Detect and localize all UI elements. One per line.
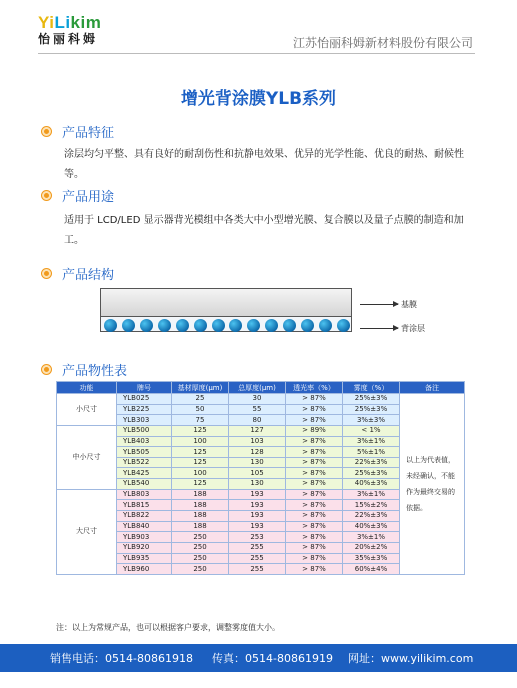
column-header: 牌号 (117, 382, 172, 394)
table-cell: 20%±2% (343, 542, 400, 553)
logo-chinese-name: 怡丽科姆 (38, 32, 99, 46)
table-cell: > 89% (286, 425, 343, 436)
table-cell: 250 (172, 542, 229, 553)
coating-label: 背涂层 (401, 324, 425, 333)
grade-cell: YLB425 (117, 468, 172, 479)
bead (229, 319, 242, 332)
table-cell: 255 (229, 564, 286, 575)
table-cell: 60%±4% (343, 564, 400, 575)
column-header: 备注 (400, 382, 465, 394)
table-cell: 125 (172, 479, 229, 490)
table-cell: 100 (172, 436, 229, 447)
table-cell: 188 (172, 489, 229, 500)
table-cell: 188 (172, 521, 229, 532)
table-cell: 3%±3% (343, 415, 400, 426)
grade-cell: YLB225 (117, 404, 172, 415)
bead (319, 319, 332, 332)
table-cell: 193 (229, 489, 286, 500)
table-cell: > 87% (286, 489, 343, 500)
table-cell: 250 (172, 532, 229, 543)
table-cell: 80 (229, 415, 286, 426)
page-title: 增光背涂膜YLB系列 (180, 89, 337, 109)
column-header: 基材厚度(μm) (172, 382, 229, 394)
table-cell: > 87% (286, 447, 343, 458)
bullet-icon (42, 269, 51, 278)
coating-beads (104, 319, 350, 332)
section-usage-label: 产品用途 (62, 190, 115, 205)
remark-cell: 以上为代表值，未经确认，不能作为最终交易的依据。 (400, 394, 465, 575)
table-cell: 55 (229, 404, 286, 415)
company-name: 江苏怡丽科姆新材料股份有限公司 (292, 36, 473, 50)
table-cell: > 87% (286, 468, 343, 479)
grade-cell: YLB822 (117, 511, 172, 522)
fax-number: 传真：0514-80861919 (212, 652, 333, 665)
table-cell: 5%±1% (343, 447, 400, 458)
table-cell: 40%±3% (343, 521, 400, 532)
column-header: 功能 (57, 382, 117, 394)
table-cell: 35%±3% (343, 553, 400, 564)
grade-cell: YLB960 (117, 564, 172, 575)
table-cell: 193 (229, 521, 286, 532)
bead (176, 319, 189, 332)
section-features-label: 产品特征 (62, 126, 115, 141)
bead (337, 319, 350, 332)
table-cell: < 1% (343, 425, 400, 436)
usage-text: 适用于 LCD/LED 显示器背光模组中各类大中小型增光膜、复合膜以及量子点膜的制造和加工。 (64, 215, 464, 246)
table-cell: 3%±1% (343, 436, 400, 447)
table-cell: 127 (229, 425, 286, 436)
section-properties-label: 产品物性表 (62, 364, 128, 379)
grade-cell: YLB303 (117, 415, 172, 426)
bead (247, 319, 260, 332)
bead (283, 319, 296, 332)
section-usage-title (42, 186, 114, 205)
table-cell: > 87% (286, 457, 343, 468)
table-cell: > 87% (286, 542, 343, 553)
contact-footer (0, 644, 517, 672)
table-cell: 130 (229, 479, 286, 490)
table-cell: 193 (229, 511, 286, 522)
grade-cell: YLB935 (117, 553, 172, 564)
bead (194, 319, 207, 332)
website-link[interactable]: 网址：www.yilikim.com (348, 652, 474, 665)
header-divider (38, 53, 475, 54)
table-cell: 255 (229, 542, 286, 553)
grade-cell: YLB840 (117, 521, 172, 532)
bullet-icon (42, 191, 51, 200)
group-label: 中小尺寸 (57, 425, 117, 489)
structure-diagram (100, 288, 352, 338)
table-cell: 25%±3% (343, 404, 400, 415)
grade-cell: YLB505 (117, 447, 172, 458)
table-row (57, 394, 465, 405)
column-header: 透光率（%） (286, 382, 343, 394)
base-film-layer (100, 288, 352, 317)
base-film-arrow (360, 304, 398, 305)
table-cell: 130 (229, 457, 286, 468)
table-cell: > 87% (286, 521, 343, 532)
grade-cell: YLB803 (117, 489, 172, 500)
section-properties-title (42, 360, 127, 379)
bead (301, 319, 314, 332)
table-cell: 30 (229, 394, 286, 405)
group-label: 大尺寸 (57, 489, 117, 574)
table-cell: 100 (172, 468, 229, 479)
logo-wordmark: YiLikim (38, 13, 102, 32)
table-cell: 255 (229, 553, 286, 564)
table-cell: > 87% (286, 532, 343, 543)
grade-cell: YLB540 (117, 479, 172, 490)
bead (265, 319, 278, 332)
table-cell: 40%±3% (343, 479, 400, 490)
table-cell: 105 (229, 468, 286, 479)
table-cell: 125 (172, 425, 229, 436)
table-cell: 193 (229, 500, 286, 511)
base-film-label: 基膜 (401, 300, 417, 309)
table-cell: 15%±2% (343, 500, 400, 511)
table-cell: > 87% (286, 479, 343, 490)
page-header (0, 0, 517, 56)
bead (158, 319, 171, 332)
coating-arrow (360, 328, 398, 329)
table-cell: 128 (229, 447, 286, 458)
table-cell: 25%±3% (343, 394, 400, 405)
features-text: 涂层均匀平整、具有良好的耐刮伤性和抗静电效果、优异的光学性能、优良的耐热、耐候性等。 (64, 149, 464, 180)
table-cell: 250 (172, 564, 229, 575)
table-cell: 25%±3% (343, 468, 400, 479)
column-header: 总厚度(μm) (229, 382, 286, 394)
bullet-icon (42, 127, 51, 136)
table-cell: 3%±1% (343, 532, 400, 543)
grade-cell: YLB815 (117, 500, 172, 511)
table-cell: 103 (229, 436, 286, 447)
grade-cell: YLB522 (117, 457, 172, 468)
table-cell: > 87% (286, 415, 343, 426)
sales-phone: 销售电话：0514-80861918 (50, 652, 193, 665)
table-cell: > 87% (286, 404, 343, 415)
table-cell: 253 (229, 532, 286, 543)
table-cell: 188 (172, 511, 229, 522)
table-cell: 25 (172, 394, 229, 405)
group-label: 小尺寸 (57, 394, 117, 426)
properties-table (56, 381, 465, 575)
grade-cell: YLB025 (117, 394, 172, 405)
bead (140, 319, 153, 332)
table-note: 注：以上为常规产品，也可以根据客户要求，调整雾度值大小。 (56, 623, 280, 632)
table-cell: > 87% (286, 436, 343, 447)
table-cell: > 87% (286, 511, 343, 522)
bead (122, 319, 135, 332)
grade-cell: YLB920 (117, 542, 172, 553)
grade-cell: YLB500 (117, 425, 172, 436)
table-cell: 22%±3% (343, 511, 400, 522)
table-cell: 125 (172, 447, 229, 458)
section-structure-title (42, 264, 114, 283)
table-cell: 75 (172, 415, 229, 426)
table-header-row (57, 382, 465, 394)
table-cell: > 87% (286, 500, 343, 511)
section-features-title (42, 122, 114, 141)
properties-table-container (56, 381, 464, 575)
table-cell: > 87% (286, 553, 343, 564)
grade-cell: YLB403 (117, 436, 172, 447)
table-cell: 3%±1% (343, 489, 400, 500)
table-cell: 22%±3% (343, 457, 400, 468)
column-header: 雾度（%） (343, 382, 400, 394)
table-cell: 50 (172, 404, 229, 415)
table-cell: > 87% (286, 564, 343, 575)
company-logo (38, 14, 102, 50)
section-structure-label: 产品结构 (62, 268, 115, 283)
grade-cell: YLB903 (117, 532, 172, 543)
table-cell: > 87% (286, 394, 343, 405)
bead (212, 319, 225, 332)
bullet-icon (42, 365, 51, 374)
table-cell: 250 (172, 553, 229, 564)
table-cell: 188 (172, 500, 229, 511)
bead (104, 319, 117, 332)
table-cell: 125 (172, 457, 229, 468)
